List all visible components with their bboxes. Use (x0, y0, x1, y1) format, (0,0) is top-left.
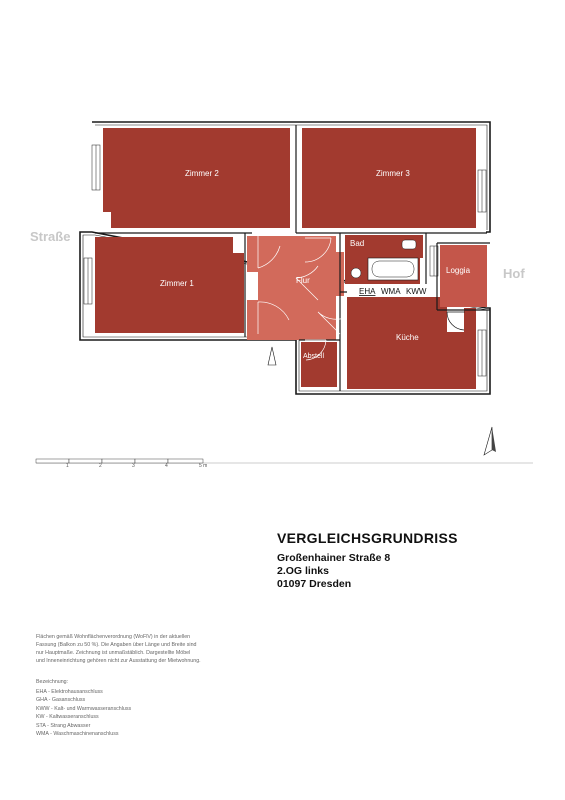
address-floor: 2.OG links (277, 565, 329, 577)
label-loggia: Loggia (446, 266, 471, 275)
scale-tick-5: 5 m (199, 463, 208, 469)
legend-item: GHA - Gasanschluss (36, 697, 86, 703)
label-zimmer-3: Zimmer 3 (376, 169, 410, 178)
note-line: nur Hauptmaße. Zeichnung ist unmaßstäblich. Dargestellte Möbel (36, 650, 191, 656)
legend-item: STA - Strang Abwasser (36, 722, 91, 729)
room-abstell (301, 342, 337, 387)
legend-item: KW - Kaltwasseranschluss (36, 714, 99, 720)
label-zimmer-1: Zimmer 1 (160, 279, 194, 288)
utility-kww: KWW (406, 287, 427, 296)
scale-tick-2: 2 (99, 463, 102, 469)
legend-item: EHA - Elektrohausanschluss (36, 688, 103, 695)
disclaimer-notes (36, 633, 236, 665)
label-kueche: Küche (396, 333, 419, 342)
label-zimmer-2: Zimmer 2 (185, 169, 219, 178)
note-line: Fassung (Balkon zu 50 %). Die Angaben über Länge und Breite sind (36, 642, 197, 648)
legend-heading: Bezeichnung: (36, 679, 69, 685)
scale-bar (36, 459, 533, 469)
legend-item: WMA - Waschmaschinenanschluss (36, 731, 119, 737)
room-zimmer-2 (103, 128, 290, 228)
washbasin (351, 268, 361, 278)
scale-tick-3: 3 (132, 463, 135, 469)
scale-tick-4: 4 (165, 463, 168, 469)
note-line: Flächen gemäß Wohnflächenverordnung (WoFlV) in der aktuellen (36, 634, 191, 640)
address-city: 01097 Dresden (277, 578, 352, 590)
label-flur: Flur (296, 276, 310, 285)
abbreviation-legend (36, 678, 256, 739)
label-hof: Hof (503, 266, 525, 281)
bathtub (368, 258, 418, 280)
legend-item: KWW - Kalt- und Warmwasseranschluss (36, 705, 132, 712)
north-arrow-icon (484, 427, 496, 455)
label-bad: Bad (350, 239, 365, 248)
note-line: und Inneneinrichtung gehören nicht zur Ausstattung der Mietwohnung. (36, 658, 201, 664)
utility-eha: EHA (359, 287, 376, 296)
scale-tick-1: 1 (66, 463, 69, 469)
label-abstell: Abstell (303, 353, 325, 360)
title-block (277, 530, 537, 591)
label-strasse: Straße (30, 229, 71, 244)
entrance-arrow-icon (268, 347, 276, 365)
utility-wma: WMA (381, 287, 401, 296)
plan-title: VERGLEICHSGRUNDRISS (277, 530, 458, 546)
toilet (402, 240, 416, 249)
room-zimmer-3 (302, 128, 476, 228)
address-street: Großenhainer Straße 8 (277, 552, 391, 564)
room-loggia (440, 245, 487, 307)
room-flur (247, 236, 344, 340)
room-kueche (347, 297, 476, 389)
